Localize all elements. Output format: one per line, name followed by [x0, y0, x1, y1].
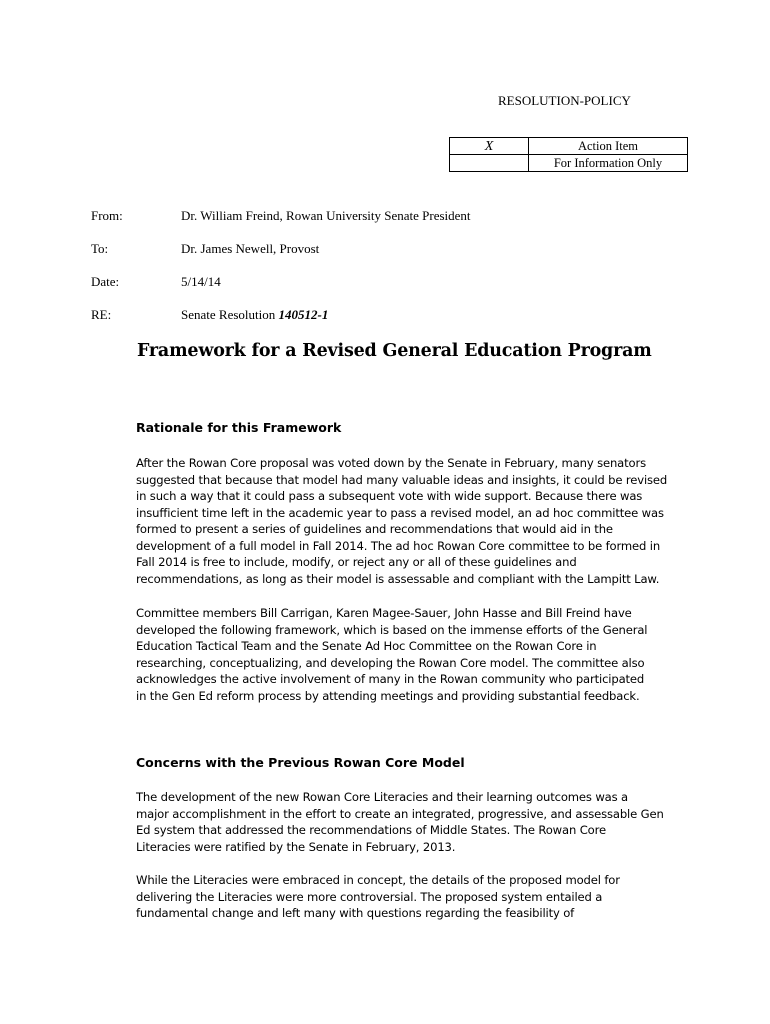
section-heading-rationale: Rationale for this Framework: [136, 420, 342, 435]
memo-from-label: From:: [91, 208, 123, 223]
status-option-information-only: For Information Only: [529, 155, 688, 172]
paragraph-line: formed to present a series of guidelines and recommendations that would aid in the: [136, 522, 613, 536]
paragraph-line: Education Tactical Team and the Senate Ad Hoc Committee on the Rowan Core in: [136, 639, 597, 653]
document-title: Framework for a Revised General Education Program: [137, 341, 652, 361]
paragraph-line: recommendations, as long as their model is assessable and compliant with the Lampitt Law.: [136, 571, 660, 586]
memo-re-label: RE:: [91, 307, 112, 322]
memo-to-label: To:: [91, 241, 109, 256]
paragraph-line: Fall 2014 is free to include, modify, or reject any or all of these guidelines and: [136, 555, 577, 569]
paragraph-line: Ed system that addressed the recommendations of Middle States. The Rowan Core: [136, 823, 606, 837]
rationale-paragraph-2: [136, 605, 684, 704]
paragraph-line: acknowledges the active involvement of many in the Rowan community who participated: [136, 672, 645, 686]
status-option-action-item: Action Item: [529, 138, 688, 155]
paragraph-line: developed the following framework, which is based on the immense efforts of the General: [136, 622, 648, 637]
paragraph-line: in the Gen Ed reform process by attending meetings and providing substantial feedback.: [136, 688, 640, 703]
paragraph-line: suggested that because that model had many valuable ideas and insights, it could be revised: [136, 472, 668, 487]
paragraph-line: Literacies were ratified by the Senate in February, 2013.: [136, 839, 456, 854]
paragraph-line: fundamental change and left many with questions regarding the feasibility of: [136, 906, 575, 920]
memo-re-row: [91, 307, 328, 323]
paragraph-line: researching, conceptualizing, and developing the Rowan Core model. The committee also: [136, 655, 645, 670]
paragraph-line: major accomplishment in the effort to create an integrated, progressive, and assessable Gen: [136, 806, 664, 821]
status-mark-empty: [450, 155, 529, 172]
memo-to-row: [91, 241, 319, 257]
concerns-paragraph-1: [136, 789, 684, 855]
paragraph-line: in such a way that it could pass a subsequent vote with wide support. Because there was: [136, 489, 643, 503]
paragraph-line: development of a full model in Fall 2014. The ad hoc Rowan Core committee to be formed in: [136, 538, 661, 553]
memo-re-number: 140512-1: [278, 307, 329, 322]
paragraph-line: insufficient time left in the academic year to pass a revised model, an ad hoc committee was: [136, 505, 664, 520]
memo-date-label: Date:: [91, 274, 120, 289]
memo-date-value: 5/14/14: [181, 274, 221, 289]
paragraph-line: The development of the new Rowan Core Literacies and their learning outcomes was a: [136, 790, 628, 804]
concerns-paragraph-2: [136, 872, 684, 922]
section-heading-concerns: Concerns with the Previous Rowan Core Model: [136, 755, 465, 770]
memo-to-value: Dr. James Newell, Provost: [181, 241, 320, 256]
memo-from-row: [91, 208, 471, 224]
status-mark: X: [450, 138, 529, 155]
memo-date-row: [91, 274, 221, 290]
rationale-paragraph-1: [136, 455, 684, 587]
paragraph-line: After the Rowan Core proposal was voted down by the Senate in February, many senators: [136, 456, 646, 470]
memo-re-prefix: Senate Resolution: [181, 307, 276, 322]
status-table: [449, 137, 688, 172]
document-type-label: RESOLUTION-POLICY: [498, 93, 631, 108]
paragraph-line: delivering the Literacies were more controversial. The proposed system entailed a: [136, 889, 603, 904]
paragraph-line: While the Literacies were embraced in concept, the details of the proposed model for: [136, 873, 620, 887]
paragraph-line: Committee members Bill Carrigan, Karen Magee-Sauer, John Hasse and Bill Freind have: [136, 606, 632, 620]
memo-from-value: Dr. William Freind, Rowan University Senate President: [181, 208, 471, 223]
